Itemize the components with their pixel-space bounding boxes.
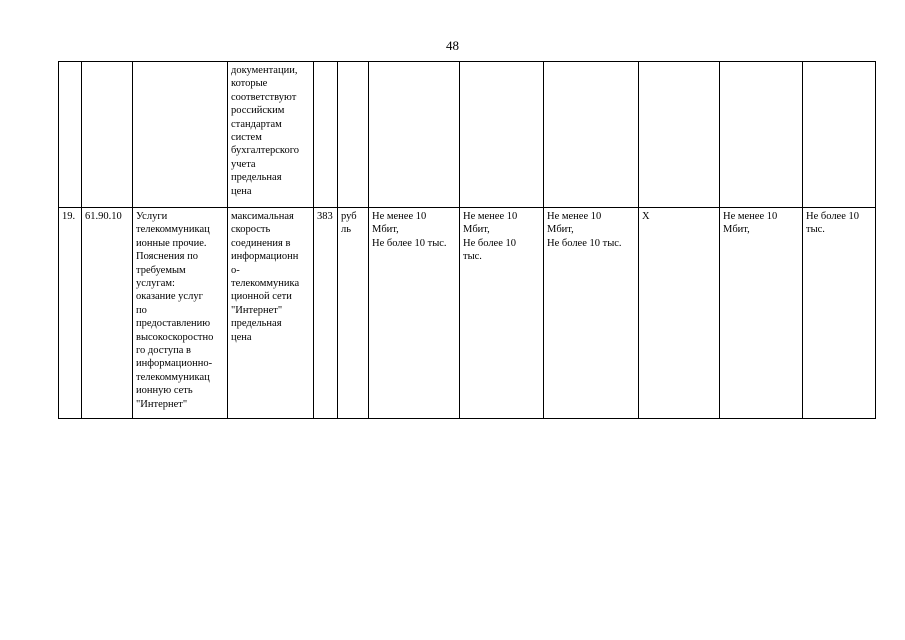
cell-value-5: Не менее 10 Мбит, xyxy=(720,208,803,419)
cell-value-1 xyxy=(369,62,460,208)
table-row xyxy=(59,62,876,208)
cell-value-2: Не менее 10 Мбит, Не более 10 тыс. xyxy=(460,208,544,419)
cell-characteristic: документации, которые соответствуют российским стандартам систем бухгалтерского учета предельная цена xyxy=(228,62,314,208)
cell-value-3 xyxy=(544,62,639,208)
cell-number xyxy=(59,62,82,208)
cell-okpd-code xyxy=(82,62,133,208)
cell-number: 19. xyxy=(59,208,82,419)
cell-service-name: Услуги телекоммуникац ионные прочие. Пояснения по требуемым услугам: оказание услуг по предоставлению высокоскоростно го доступа в информационно- телекоммуникац ионную сеть "Интернет" xyxy=(133,208,228,419)
cell-value-5 xyxy=(720,62,803,208)
cell-okei-code xyxy=(314,62,338,208)
cell-value-2 xyxy=(460,62,544,208)
cell-service-name xyxy=(133,62,228,208)
cell-okei-code: 383 xyxy=(314,208,338,419)
cell-okpd-code: 61.90.10 xyxy=(82,208,133,419)
cell-value-1: Не менее 10 Мбит, Не более 10 тыс. xyxy=(369,208,460,419)
requirements-table xyxy=(58,61,876,419)
cell-unit xyxy=(338,62,369,208)
table-row xyxy=(59,208,876,419)
cell-value-4 xyxy=(639,62,720,208)
cell-characteristic: максимальная скорость соединения в информационн о- телекоммуника ционной сети "Интернет" предельная цена xyxy=(228,208,314,419)
page-number: 48 xyxy=(446,38,459,53)
cell-value-6 xyxy=(803,62,876,208)
cell-value-4: Х xyxy=(639,208,720,419)
cell-unit: руб ль xyxy=(338,208,369,419)
cell-value-6: Не более 10 тыс. xyxy=(803,208,876,419)
cell-value-3: Не менее 10 Мбит, Не более 10 тыс. xyxy=(544,208,639,419)
